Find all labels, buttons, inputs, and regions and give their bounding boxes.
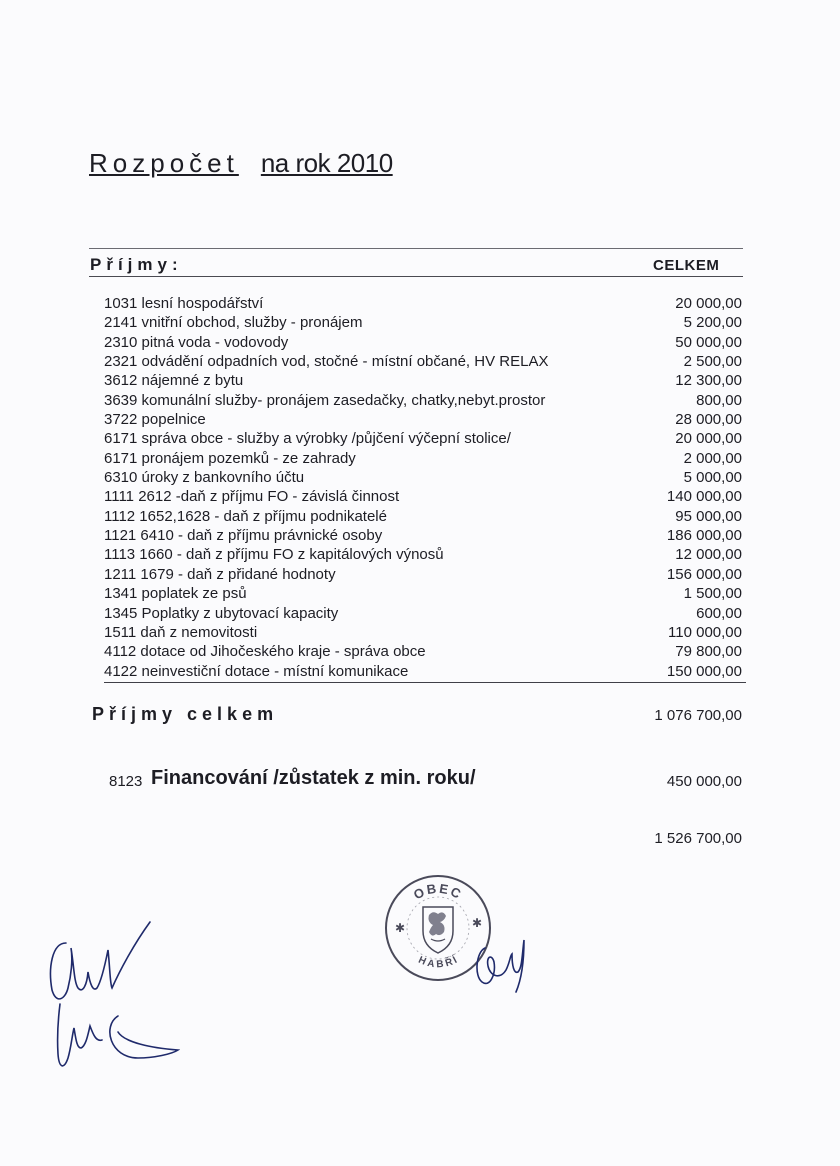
budget-row <box>104 584 744 603</box>
budget-row-amount: 12 300,00 <box>675 372 742 390</box>
budget-row-label: 4122 neinvestiční dotace - místní komunikace <box>104 662 409 680</box>
budget-row-label: 1511 daň z nemovitosti <box>104 623 258 641</box>
budget-row-amount: 140 000,00 <box>666 488 742 506</box>
section-heading: Příjmy: <box>90 255 183 274</box>
budget-rows <box>104 294 744 681</box>
coat-of-arms-lion-icon <box>423 907 453 953</box>
budget-row-label: 1112 1652,1628 - daň z příjmu podnikatelé <box>104 507 387 525</box>
budget-row-label: 2310 pitná voda - vodovody <box>104 333 289 351</box>
budget-row-amount: 186 000,00 <box>666 527 742 545</box>
budget-row-amount: 2 000,00 <box>683 449 742 467</box>
column-heading-total: CELKEM <box>653 257 720 274</box>
stamp-bottom-text: HABŘÍ <box>416 954 460 971</box>
budget-row-label: 1113 1660 - daň z příjmu FO z kapitálových výnosů <box>104 546 444 564</box>
budget-row-amount: 5 000,00 <box>683 469 742 487</box>
budget-row-label: 1345 Poplatky z ubytovací kapacity <box>104 604 339 622</box>
budget-row-amount: 800,00 <box>696 391 742 409</box>
budget-row <box>104 333 744 352</box>
bottom-divider <box>104 682 746 683</box>
signature-left <box>30 908 180 1083</box>
budget-row-amount: 20 000,00 <box>675 295 742 312</box>
budget-row-amount: 28 000,00 <box>675 411 742 429</box>
budget-row-amount: 95 000,00 <box>675 507 742 525</box>
budget-row <box>104 526 744 545</box>
budget-row <box>104 468 744 487</box>
budget-row-amount: 156 000,00 <box>666 565 742 583</box>
budget-row <box>104 352 744 371</box>
budget-row <box>104 294 744 313</box>
budget-row <box>104 662 744 681</box>
header-divider <box>89 276 743 277</box>
budget-row-label: 2321 odvádění odpadních vod, stočné - místní občané, HV RELAX <box>104 353 549 371</box>
financing-code: 8123 <box>109 773 143 790</box>
budget-row-label: 6171 správa obce - služby a výrobky /půjčení výčepní stolice/ <box>104 430 511 448</box>
budget-row <box>104 623 744 642</box>
stamp-star-left-icon: ✱ <box>394 921 406 935</box>
stamp-top-text: OBEC <box>411 880 466 903</box>
budget-row-label: 1111 2612 -daň z příjmu FO - závislá činnost <box>104 488 400 506</box>
budget-row <box>104 604 744 623</box>
budget-row-amount: 1 500,00 <box>683 585 742 603</box>
budget-row-label: 2141 vnitřní obchod, služby - pronájem <box>104 314 363 332</box>
title-year: na rok 2010 <box>260 148 393 178</box>
budget-row <box>104 507 744 526</box>
total-value: 1 076 700,00 <box>654 707 742 724</box>
budget-row-amount: 110 000,00 <box>668 623 742 641</box>
budget-row-label: 1211 1679 - daň z přidané hodnoty <box>104 565 336 583</box>
financing-value: 450 000,00 <box>666 773 742 790</box>
budget-row-amount: 5 200,00 <box>683 314 742 332</box>
budget-row-amount: 12 000,00 <box>675 546 742 564</box>
budget-row-label: 3639 komunální služby- pronájem zasedačky, chatky,nebyt.prostor <box>104 391 546 409</box>
budget-row-amount: 20 000,00 <box>675 430 742 448</box>
budget-row <box>104 642 744 661</box>
financing-label: Financování /zůstatek z min. roku/ <box>151 767 476 789</box>
budget-row-amount: 600,00 <box>696 604 742 622</box>
budget-row-label: 1121 6410 - daň z příjmu právnické osoby <box>104 527 383 545</box>
budget-row <box>104 391 744 410</box>
budget-row <box>104 487 744 506</box>
budget-row-label: 4112 dotace od Jihočeského kraje - správa obce <box>104 643 426 661</box>
total-label: Příjmy celkem <box>92 704 279 724</box>
budget-row-label: 1031 lesní hospodářství <box>104 295 264 312</box>
budget-row <box>104 429 744 448</box>
budget-row-label: 3722 popelnice <box>104 411 206 429</box>
budget-row-label: 6171 pronájem pozemků - ze zahrady <box>104 449 356 467</box>
budget-row <box>104 565 744 584</box>
budget-row-amount: 2 500,00 <box>683 353 742 371</box>
stamp-star-right-icon: ✱ <box>471 916 483 930</box>
grand-total-value: 1 526 700,00 <box>654 830 742 847</box>
budget-row-label: 3612 nájemné z bytu <box>104 372 244 390</box>
budget-row-label: 1341 poplatek ze psů <box>104 585 247 603</box>
budget-row <box>104 410 744 429</box>
top-divider <box>89 248 743 249</box>
page-title <box>89 148 393 179</box>
budget-row-amount: 150 000,00 <box>666 662 742 680</box>
budget-row-amount: 79 800,00 <box>675 643 742 661</box>
budget-row <box>104 313 744 332</box>
signature-right <box>470 918 545 998</box>
budget-row <box>104 371 744 390</box>
budget-row <box>104 449 744 468</box>
title-word: Rozpočet <box>89 148 239 178</box>
budget-row-amount: 50 000,00 <box>675 333 742 351</box>
budget-row-label: 6310 úroky z bankovního účtu <box>104 469 305 487</box>
budget-row <box>104 545 744 564</box>
